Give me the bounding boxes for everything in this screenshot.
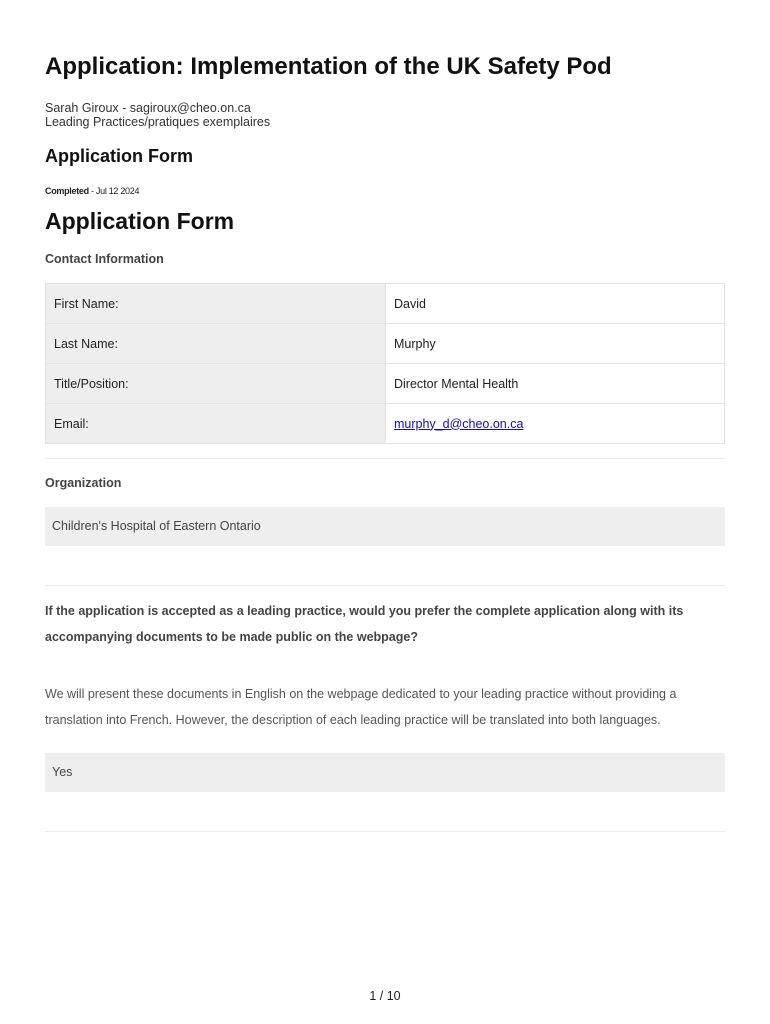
document-meta xyxy=(45,101,270,129)
contact-info-heading: Contact Information xyxy=(45,252,164,266)
last-name-value: Murphy xyxy=(386,324,725,364)
last-name-label: Last Name: xyxy=(46,324,386,364)
page-indicator: 1 / 10 xyxy=(369,989,401,1003)
email-link[interactable]: murphy_d@cheo.on.ca xyxy=(394,416,524,431)
organization-heading: Organization xyxy=(45,476,122,490)
title-position-label: Title/Position: xyxy=(46,364,386,404)
section-title: Application Form xyxy=(45,146,193,166)
author-line: Sarah Giroux - sagiroux@cheo.on.ca xyxy=(45,101,251,115)
status-label: Completed xyxy=(45,186,89,196)
table-row xyxy=(46,284,725,324)
completion-status xyxy=(45,186,139,196)
contact-info-table xyxy=(45,283,725,444)
publication-note: We will present these documents in English on the webpage dedicated to your leading practice without providing a translation into French. However, the description of each leading practice will be translated into both languages. xyxy=(45,687,677,727)
title-position-value: Director Mental Health xyxy=(386,364,725,404)
program-line: Leading Practices/pratiques exemplaires xyxy=(45,115,271,129)
email-label: Email: xyxy=(46,404,386,444)
publication-answer: Yes xyxy=(45,753,725,792)
first-name-value: David xyxy=(386,284,725,324)
first-name-label: First Name: xyxy=(46,284,386,324)
section-divider xyxy=(45,585,725,586)
publication-question: If the application is accepted as a leading practice, would you prefer the complete application along with its accompanying documents to be made public on the webpage? xyxy=(45,604,684,644)
section-divider xyxy=(45,831,725,832)
table-row xyxy=(46,364,725,404)
document-title: Application: Implementation of the UK Safety Pod xyxy=(45,53,612,80)
status-date: - Jul 12 2024 xyxy=(88,186,140,196)
organization-value: Children's Hospital of Eastern Ontario xyxy=(45,507,725,546)
table-row xyxy=(46,404,725,444)
email-cell xyxy=(386,404,725,444)
section-divider xyxy=(45,458,725,459)
table-row xyxy=(46,324,725,364)
form-title: Application Form xyxy=(45,208,235,234)
